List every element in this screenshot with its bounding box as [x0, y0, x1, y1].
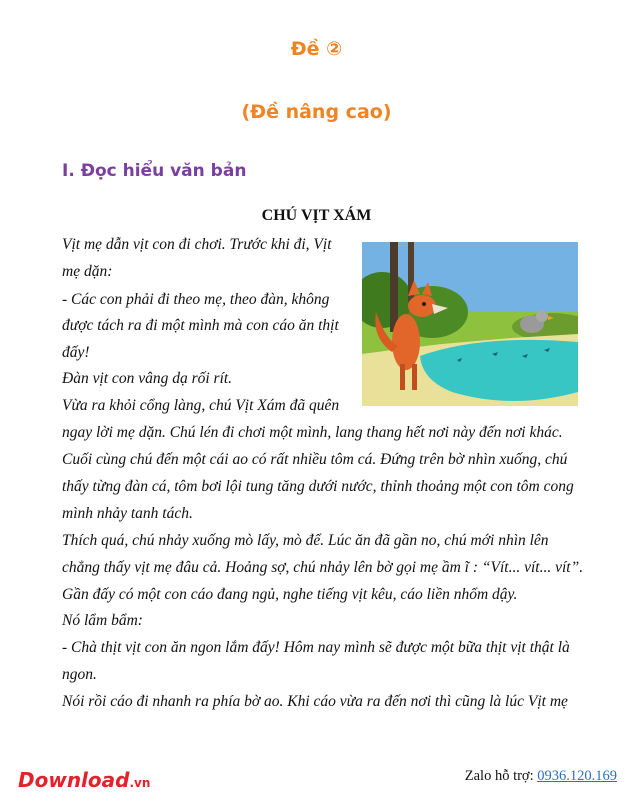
story-line: chẳng thấy vịt mẹ đâu cả. Hoảng sợ, chú nhảy lên bờ gọi mẹ ầm ĩ : “Vít... vít... vít”.	[62, 559, 584, 576]
story-line: Vịt mẹ dẫn vịt con đi chơi. Trước khi đi, Vịt	[62, 236, 332, 253]
story-line: đấy!	[62, 344, 90, 361]
story-line: thấy từng đàn cá, tôm bơi lội tung tăng dưới nước, thỉnh thoảng một con tôm cong	[62, 478, 574, 495]
support-label: Zalo hỗ trợ:	[464, 768, 538, 784]
logo-main-text: Download	[18, 768, 130, 792]
story-line: Vừa ra khỏi cổng làng, chú Vịt Xám đã quên	[62, 397, 340, 414]
story-line: ngay lời mẹ dặn. Chú lén đi chơi một mình, lang thang hết nơi này đến nơi khác.	[62, 424, 563, 441]
story-line: mẹ dặn:	[62, 263, 113, 280]
section-heading: I. Đọc hiểu văn bản	[62, 161, 247, 181]
story-line: Đàn vịt con vâng dạ rối rít.	[62, 370, 233, 387]
story-title: CHÚ VỊT XÁM	[261, 207, 372, 224]
story-line: mình nhảy tanh tách.	[62, 505, 193, 522]
story-line: Gần đấy có một con cáo đang ngủ, nghe tiếng vịt kêu, cáo liền nhổm dậy.	[62, 586, 518, 603]
test-level-subtitle: (Đề nâng cao)	[241, 101, 392, 123]
story-line: Nói rồi cáo đi nhanh ra phía bờ ao. Khi cáo vừa ra đến nơi thì cũng là lúc Vịt mẹ	[62, 693, 568, 710]
logo-suffix-text: .vn	[129, 776, 151, 790]
story-line: được tách ra đi một mình mà con cáo ăn thịt	[62, 317, 339, 334]
story-line: Thích quá, chú nhảy xuống mò lấy, mò để. Lúc ăn đã gần no, chú mới nhìn lên	[62, 532, 549, 549]
download-vn-logo[interactable]	[18, 768, 150, 792]
story-line: Nó lẩm bẩm:	[62, 612, 143, 629]
story-line: - Chà thịt vịt con ăn ngon lắm đấy! Hôm nay mình sẽ được một bữa thịt vịt thật là	[62, 639, 570, 656]
support-contact	[465, 768, 617, 785]
fox-and-duck-illustration	[362, 242, 578, 406]
story-line: ngon.	[62, 666, 97, 683]
story-line: - Các con phải đi theo mẹ, theo đàn, không	[62, 291, 330, 308]
story-line: Cuối cùng chú đến một cái ao có rất nhiều tôm cá. Đứng trên bờ nhìn xuống, chú	[62, 451, 568, 468]
support-phone-link[interactable]: 0936.120.169	[537, 768, 617, 784]
test-number-title: Đề ②	[290, 38, 343, 60]
